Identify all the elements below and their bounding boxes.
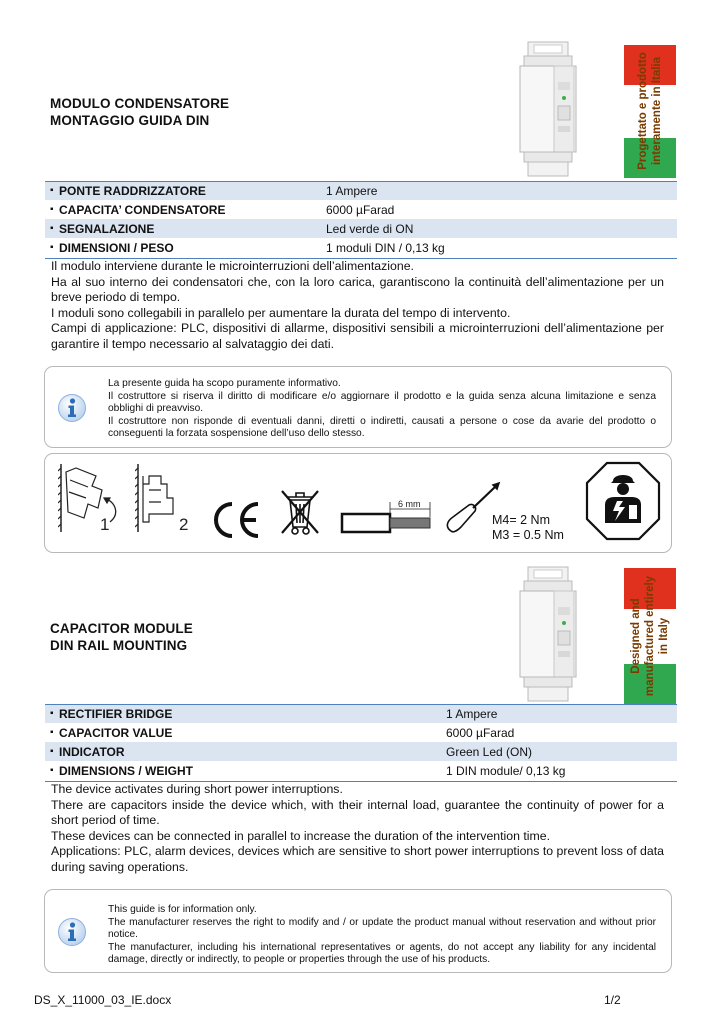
spec-label: DIMENSIONI / PESO [59, 240, 174, 255]
info-icon [57, 917, 87, 947]
spec-row [45, 181, 677, 200]
spec-value: 6000 µFarad [326, 202, 395, 217]
bullet: ▪ [50, 765, 54, 776]
description-paragraph: Il modulo interviene durante le microinterruzioni dell’alimentazione. [51, 259, 414, 273]
bullet: ▪ [50, 223, 54, 234]
bullet: ▪ [50, 727, 54, 738]
product-image-it [518, 40, 596, 180]
torque-m3: M3 = 0.5 Nm [492, 528, 564, 542]
footer-page-number: 1/2 [604, 993, 621, 1007]
spec-row [45, 742, 677, 761]
wire-strip-icon [338, 497, 438, 537]
description-it [51, 259, 664, 352]
notice-line: This guide is for information only. [108, 904, 257, 915]
info-icon [57, 393, 87, 423]
spec-value: 1 Ampere [446, 706, 498, 721]
title-it-line1: MODULO CONDENSATORE [50, 96, 230, 111]
spec-value: Led verde di ON [326, 221, 414, 236]
flag-caption-it [636, 52, 664, 170]
description-paragraph: These devices can be connected in parallel to increase the duration of the intervention time. [51, 828, 551, 843]
product-image-en [518, 565, 596, 705]
spec-label: RECTIFIER BRIDGE [59, 706, 173, 721]
spec-value: 6000 µFarad [446, 725, 515, 740]
ce-mark-icon [212, 500, 262, 540]
torque-m4: M4= 2 Nm [492, 513, 551, 527]
electrician-icon [585, 461, 661, 543]
spec-value: 1 DIN module/ 0,13 kg [446, 763, 566, 778]
spec-value: Green Led (ON) [446, 744, 533, 759]
bullet: ▪ [50, 185, 54, 196]
notice-line: Il costruttore non risponde di eventuali danni, diretti o indiretti, causati a persone o cose da avarie del prodotto o conseguenti la forzata sospensione dell’uso dello stesso. [108, 415, 656, 440]
din-mount-step-2-icon [135, 462, 197, 534]
spec-table-en [45, 704, 677, 780]
spec-row [45, 723, 677, 742]
spec-label: CAPACITOR VALUE [59, 725, 173, 740]
torque-values [492, 513, 564, 543]
spec-label: SEGNALAZIONE [59, 221, 155, 236]
spec-value: 1 moduli DIN / 0,13 kg [326, 240, 445, 255]
title-it [50, 95, 229, 129]
din-mount-step-1-icon [58, 462, 124, 534]
description-paragraph: Applications: PLC, alarm devices, devices which are sensitive to short power interruptions to prevent loss of data during saving operations. [51, 844, 664, 874]
flag-caption-en-line3: in Italy [658, 617, 670, 655]
bullet: ▪ [50, 242, 54, 253]
spec-table-it [45, 181, 677, 257]
notice-text-it [108, 378, 656, 441]
spec-row [45, 704, 677, 723]
description-paragraph: The device activates during short power interruptions. [51, 782, 343, 796]
weee-bin-icon [278, 487, 322, 537]
description-en [51, 782, 664, 875]
description-paragraph: Campi di applicazione: PLC, dispositivi di allarme, dispositivi sensibili a microinterruzioni dell’alimentazione per garantire il tempo necessario al salvataggio dei dati. [51, 321, 664, 351]
title-en-line2: DIN RAIL MOUNTING [50, 638, 188, 653]
bullet: ▪ [50, 204, 54, 215]
spec-value: 1 Ampere [326, 183, 378, 198]
flag-caption-it-line1: Progettato e prodotto [637, 52, 649, 170]
step-2-label: 2 [179, 515, 189, 534]
strip-length-label: 6 mm [398, 499, 421, 509]
spec-row [45, 219, 677, 238]
notice-text-en [108, 904, 656, 967]
title-en [50, 620, 193, 654]
spec-label: PONTE RADDRIZZATORE [59, 183, 206, 198]
flag-caption-en-line2: manufactured entirely [644, 575, 656, 697]
notice-line: The manufacturer, including his international representatives or agents, do not accept any liability for any incidental damage, directly or indirectly, to people or properties through the use of his products. [108, 941, 656, 966]
title-it-line2: MONTAGGIO GUIDA DIN [50, 113, 210, 128]
title-en-line1: CAPACITOR MODULE [50, 621, 193, 636]
bullet: ▪ [50, 708, 54, 719]
notice-line: La presente guida ha scopo puramente informativo. [108, 378, 341, 389]
description-paragraph: There are capacitors inside the device which, with their internal load, guarantee the continuity of power for a short period of time. [51, 797, 664, 827]
spec-label: CAPACITA’ CONDENSATORE [59, 202, 226, 217]
step-1-label: 1 [100, 515, 110, 534]
notice-line: Il costruttore si riserva il diritto di modificare e/o aggiornare il prodotto e la guida senza alcuna limitazione e senza obblighi di preavviso. [108, 390, 656, 415]
spec-label: DIMENSIONS / WEIGHT [59, 763, 194, 778]
flag-caption-en-line1: Designed and [630, 598, 642, 674]
description-paragraph: Ha al suo interno dei condensatori che, con la loro carica, garantiscono la continuità dell’alimentazione per un breve periodo di tempo. [51, 274, 664, 304]
spec-label: INDICATOR [59, 744, 125, 759]
notice-line: The manufacturer reserves the right to modify and / or update the product manual without reservation and without prior notice. [108, 916, 656, 941]
footer-document-code: DS_X_11000_03_IE.docx [34, 993, 172, 1007]
description-paragraph: I moduli sono collegabili in parallelo per aumentare la durata del tempo di intervento. [51, 305, 511, 320]
flag-caption-it-line2: interamente in Italia [651, 56, 663, 166]
spec-row [45, 761, 677, 780]
spec-row [45, 238, 677, 257]
flag-caption-en [629, 576, 671, 696]
spec-row [45, 200, 677, 219]
bullet: ▪ [50, 746, 54, 757]
